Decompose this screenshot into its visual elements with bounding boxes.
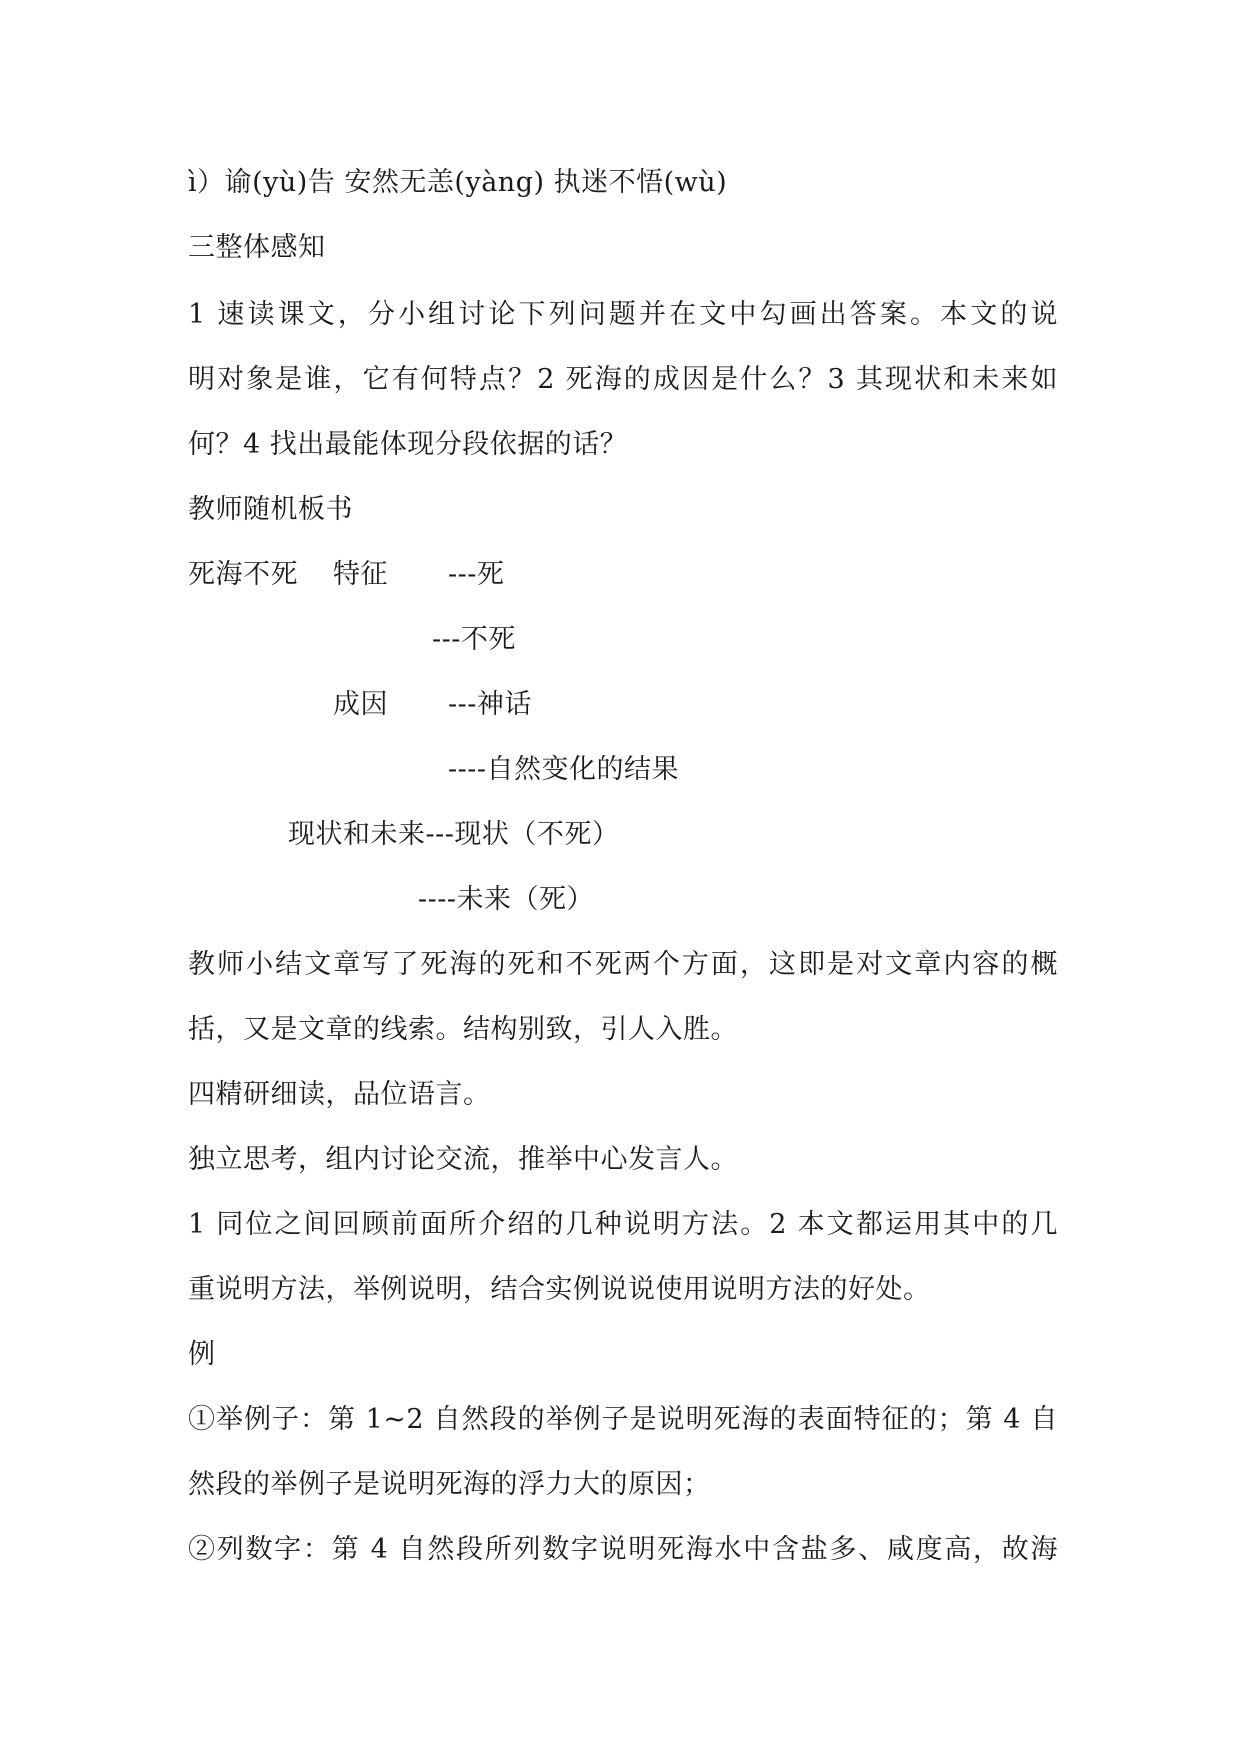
board-heading: 教师随机板书 [188, 494, 353, 525]
board-title: 死海不死 [188, 559, 298, 590]
paragraph-line: 明对象是谁，它有何特点？2 死海的成因是什么？3 其现状和未来如 [188, 364, 1058, 395]
board-item: ---神话 [448, 689, 532, 720]
board-item: ----自然变化的结果 [448, 754, 679, 785]
section-heading-close-reading: 四精研细读，品位语言。 [188, 1079, 491, 1110]
board-label-feature: 特征 [333, 559, 388, 590]
example-line: 然段的举例子是说明死海的浮力大的原因； [188, 1469, 711, 1500]
paragraph-line: 1 速读课文，分小组讨论下列问题并在文中勾画出答案。本文的说 [188, 299, 1058, 330]
board-item: ---不死 [432, 624, 516, 655]
board-item: ----未来（死） [418, 884, 594, 915]
vocab-pinyin-line: ì）谕(yù)告 安然无恙(yàng) 执迷不悟(wù) [188, 167, 728, 198]
example-line: ②列数字：第 4 自然段所列数字说明死海水中含盐多、咸度高，故海 [188, 1534, 1058, 1565]
paragraph-line: 教师小结文章写了死海的死和不死两个方面，这即是对文章内容的概 [188, 949, 1058, 980]
paragraph-line: 1 同位之间回顾前面所介绍的几种说明方法。2 本文都运用其中的几 [188, 1209, 1058, 1240]
paragraph-line: 何？4 找出最能体现分段依据的话？ [188, 429, 628, 460]
board-item: ---死 [448, 559, 505, 590]
example-line: ①举例子：第 1~2 自然段的举例子是说明死海的表面特征的；第 4 自 [188, 1404, 1058, 1435]
paragraph-line: 括，又是文章的线索。结构别致，引人入胜。 [188, 1014, 738, 1045]
section-heading-overall: 三整体感知 [188, 232, 326, 263]
board-label-cause: 成因 [333, 689, 388, 720]
board-label-status: 现状和未来---现状（不死） [288, 819, 620, 850]
paragraph-line: 重说明方法，举例说明，结合实例说说使用说明方法的好处。 [188, 1274, 931, 1305]
paragraph-line: 独立思考，组内讨论交流，推举中心发言人。 [188, 1144, 738, 1175]
example-label: 例 [188, 1339, 216, 1370]
